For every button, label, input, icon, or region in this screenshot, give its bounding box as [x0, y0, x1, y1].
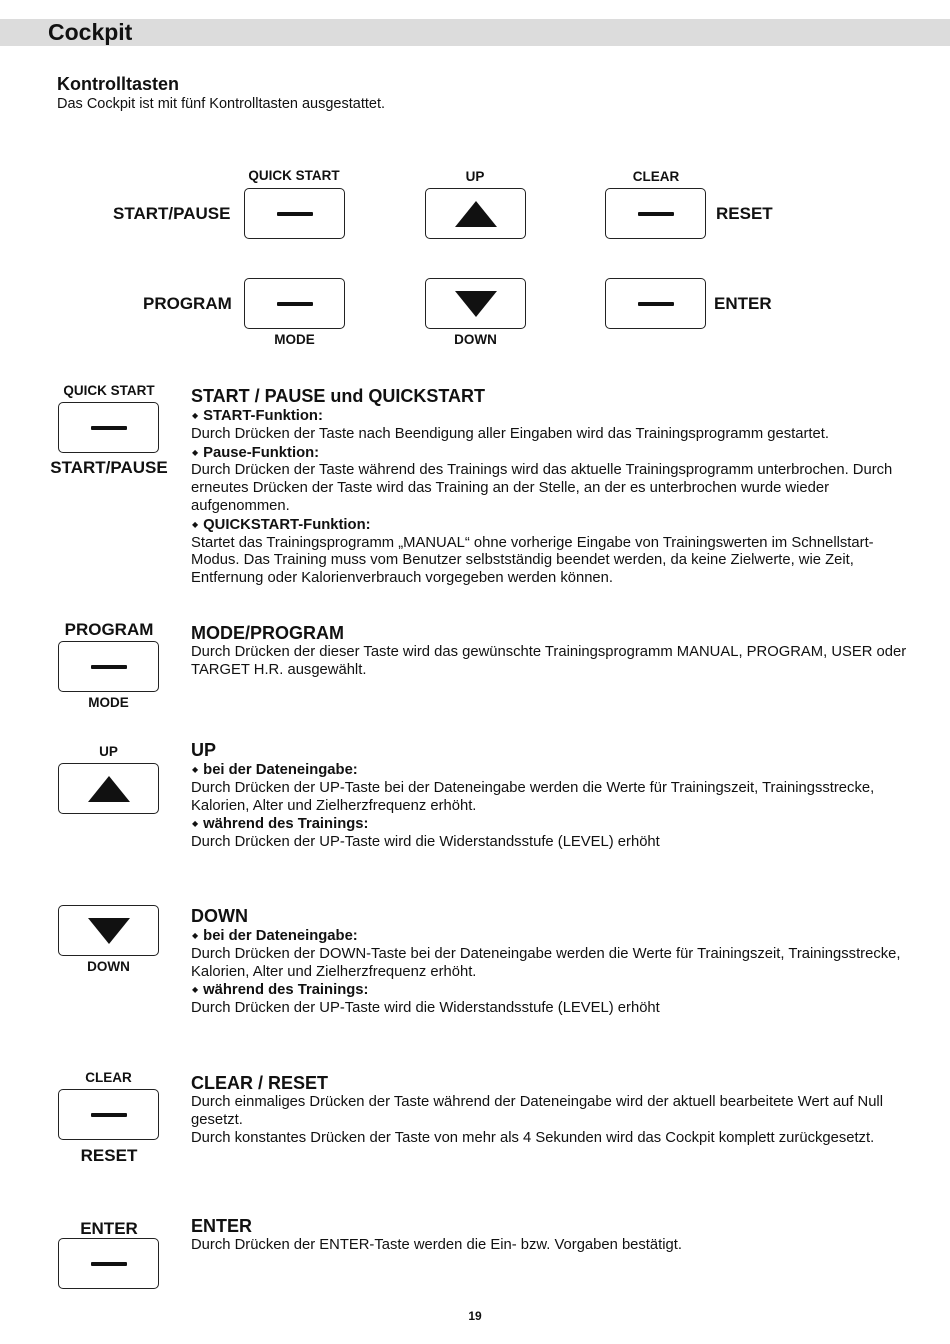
subheading-dateneingabe: ◆ bei der Dateneingabe:	[191, 927, 911, 946]
down-key[interactable]	[425, 278, 526, 329]
start-pause-key-detail[interactable]	[58, 402, 159, 453]
clear-reset-key[interactable]	[605, 188, 706, 239]
subheading-dateneingabe: ◆ bei der Dateneingabe:	[191, 761, 911, 780]
clear-reset-key-detail[interactable]	[58, 1089, 159, 1140]
up-key[interactable]	[425, 188, 526, 239]
paragraph: Durch Drücken der dieser Taste wird das gewünschte Trainingsprogramm MANUAL, PROGRAM, USER oder TARGET H.R. ausgewählt.	[191, 644, 907, 678]
section-mode-program	[191, 622, 911, 680]
program-label: PROGRAM	[143, 294, 232, 313]
section-down	[191, 905, 911, 1018]
quick-start-key-label: QUICK START	[63, 383, 155, 398]
triangle-up-icon	[455, 201, 497, 227]
paragraph: Durch Drücken der UP-Taste bei der Dateneingabe werden die Werte für Trainingszeit, Trainingsstrecke, Kalorien, Alter und Zielherzfrequenz erhöht.	[191, 779, 875, 814]
section-up	[191, 739, 911, 852]
up-label: UP	[465, 169, 485, 184]
paragraph: Durch Drücken der ENTER-Taste werden die Ein- bzw. Vorgaben bestätigt.	[191, 1237, 682, 1253]
enter-key-label: ENTER	[80, 1219, 138, 1238]
start-pause-key-label: START/PAUSE	[50, 458, 168, 477]
section-title: DOWN	[191, 906, 248, 926]
dash-icon	[638, 302, 674, 306]
subheading-quickstart-funktion: ◆ QUICKSTART-Funktion:	[191, 516, 911, 535]
dash-icon	[91, 1262, 127, 1266]
mode-program-key-detail[interactable]	[58, 641, 159, 692]
intro-text: Das Cockpit ist mit fünf Kontrolltasten ausgestattet.	[57, 96, 386, 112]
mode-key-label: MODE	[88, 695, 129, 710]
down-key-detail[interactable]	[58, 905, 159, 956]
paragraph: Durch konstantes Drücken der Taste von mehr als 4 Sekunden wird das Cockpit komplett zurückgesetzt.	[191, 1129, 875, 1146]
section-title: CLEAR / RESET	[191, 1073, 329, 1093]
clear-key-label: CLEAR	[85, 1070, 132, 1085]
up-key-detail[interactable]	[58, 763, 159, 814]
subheading-training: ◆ während des Trainings:	[191, 815, 911, 834]
quick-start-label: QUICK START	[248, 168, 340, 183]
dash-icon	[277, 212, 313, 216]
mode-label: MODE	[274, 332, 315, 347]
program-key-label: PROGRAM	[64, 620, 154, 639]
paragraph: Durch einmaliges Drücken der Taste während der Dateneingabe wird der aktuell bearbeitete Wert auf Null gesetzt.	[191, 1094, 883, 1128]
clear-label: CLEAR	[632, 169, 680, 184]
mode-program-key[interactable]	[244, 278, 345, 329]
subheading-pause-funktion: ◆ Pause-Funktion:	[191, 444, 911, 463]
enter-key-detail[interactable]	[58, 1238, 159, 1289]
enter-label: ENTER	[714, 294, 772, 313]
start-pause-key[interactable]	[244, 188, 345, 239]
page-number: 19	[468, 1309, 482, 1323]
section-title: UP	[191, 740, 217, 760]
dash-icon	[91, 665, 127, 669]
dash-icon	[638, 212, 674, 216]
page-title: Cockpit	[48, 19, 133, 45]
triangle-down-icon	[455, 291, 497, 317]
section-title: START / PAUSE und QUICKSTART	[191, 386, 485, 406]
section-enter	[191, 1215, 911, 1255]
paragraph: Durch Drücken der Taste nach Beendigung aller Eingaben wird das Trainingsprogramm gestartet.	[191, 425, 829, 442]
triangle-up-icon	[88, 776, 130, 802]
paragraph: Durch Drücken der DOWN-Taste bei der Dateneingabe werden die Werte für Trainingszeit, Trainingsstrecke, Kalorien, Alter und Zielherzfrequenz erhöht.	[191, 945, 901, 980]
dash-icon	[91, 1113, 127, 1117]
paragraph: Durch Drücken der UP-Taste wird die Widerstandsstufe (LEVEL) erhöht	[191, 834, 660, 851]
section-start-pause	[191, 385, 911, 588]
dash-icon	[277, 302, 313, 306]
subheading-training: ◆ während des Trainings:	[191, 981, 911, 1000]
triangle-down-icon	[88, 918, 130, 944]
section-title: MODE/PROGRAM	[191, 623, 344, 643]
reset-key-label: RESET	[80, 1146, 138, 1165]
section-title: ENTER	[191, 1216, 253, 1236]
start-pause-label: START/PAUSE	[113, 204, 231, 223]
subheading-start-funktion: ◆ START-Funktion:	[191, 407, 911, 426]
down-key-label: DOWN	[87, 959, 130, 974]
section-heading-kontrolltasten: Kontrolltasten	[57, 74, 180, 94]
paragraph: Durch Drücken der Taste während des Trainings wird das aktuelle Trainingsprogramm unterbrochen. Durch erneutes Drücken der Taste wird das Training an der Stelle, an der es unterbrochen wurde wieder aufgenommen.	[191, 462, 893, 514]
up-key-label: UP	[99, 744, 118, 759]
enter-key[interactable]	[605, 278, 706, 329]
section-clear-reset	[191, 1072, 911, 1147]
down-label: DOWN	[454, 332, 497, 347]
header-bar	[0, 19, 950, 46]
reset-label: RESET	[716, 204, 773, 223]
paragraph: Startet das Trainingsprogramm „MANUAL“ ohne vorherige Eingabe von Trainingswerten im Schnellstart-Modus. Das Training muss vom Benutzer selbstständig beendet werden, da keine Zielwerte, wie Zeit, Entfernung oder Kalorienverbrauch vorgegeben werden können.	[191, 534, 874, 587]
dash-icon	[91, 426, 127, 430]
paragraph: Durch Drücken der UP-Taste wird die Widerstandsstufe (LEVEL) erhöht	[191, 1000, 660, 1017]
